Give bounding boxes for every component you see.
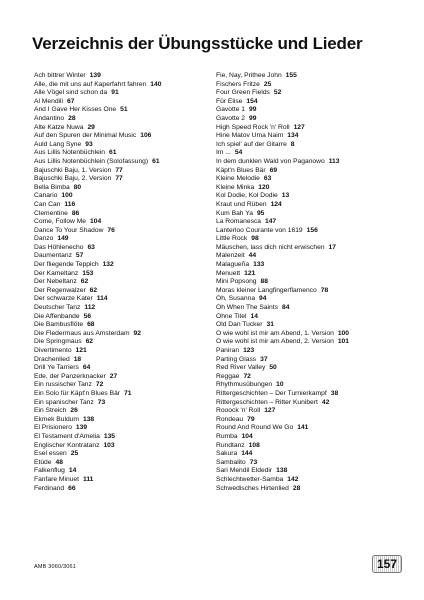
entry-title: Andantino — [34, 114, 65, 122]
entry-page-number: 154 — [246, 97, 258, 105]
index-column-right — [216, 72, 406, 493]
entry-page-number: 98 — [251, 235, 259, 243]
entry-page-number: 91 — [111, 89, 119, 97]
index-entry — [34, 424, 224, 433]
entry-title: Alle Vögel sind schon da — [34, 89, 108, 97]
index-entry — [216, 141, 406, 150]
entry-title: Ein spanischer Tanz — [34, 398, 94, 406]
entry-page-number: 61 — [109, 149, 117, 157]
entry-page-number: 141 — [297, 424, 309, 432]
entry-title: Mini Popsong — [216, 278, 257, 286]
entry-title: Malenzeit — [216, 252, 245, 260]
entry-page-number: 138 — [276, 467, 288, 475]
entry-page-number: 116 — [64, 200, 76, 208]
index-entry — [216, 416, 406, 425]
index-entry — [34, 218, 224, 227]
index-entry — [34, 295, 224, 304]
index-entry — [216, 106, 406, 115]
index-entry — [216, 313, 406, 322]
index-entry — [34, 167, 224, 176]
entry-title: Round And Round We Go — [216, 424, 294, 432]
entry-title: Reggae — [216, 372, 240, 380]
entry-title: Drill Ye Tarriers — [34, 364, 79, 372]
entry-page-number: 108 — [248, 441, 260, 449]
entry-page-number: 153 — [82, 269, 94, 277]
index-entry — [34, 175, 224, 184]
entry-page-number: 77 — [115, 166, 123, 174]
entry-title: Die Springmaus — [34, 338, 82, 346]
index-entry — [34, 141, 224, 150]
entry-page-number: 123 — [243, 347, 255, 354]
entry-page-number: 17 — [328, 243, 336, 251]
index-entry — [34, 132, 224, 141]
index-entry — [216, 124, 406, 133]
index-entry — [216, 132, 406, 141]
entry-title: Auld Lang Syne — [34, 140, 82, 148]
entry-title: Rooock 'n' Roll — [216, 407, 261, 415]
entry-page-number: 134 — [287, 132, 299, 140]
entry-title: Der Nebeltanz — [34, 278, 77, 286]
index-entry — [216, 278, 406, 287]
index-entry — [34, 381, 224, 390]
entry-page-number: 14 — [250, 312, 258, 320]
index-entry — [34, 467, 224, 476]
entry-title: Schwedisches Hirtenlied — [216, 484, 289, 492]
entry-title: Alte Katze Nuwa — [34, 123, 84, 131]
entry-title: Käpt'n Blues Bär — [216, 166, 266, 174]
entry-title: Clementine — [34, 209, 68, 217]
index-entry — [34, 252, 224, 261]
index-entry — [34, 201, 224, 210]
index-entry — [34, 149, 224, 158]
index-entry — [216, 295, 406, 304]
entry-page-number: 155 — [285, 72, 297, 79]
index-entry — [34, 321, 224, 330]
entry-page-number: 31 — [266, 321, 274, 329]
entry-title: Ein Solo für Käpt'n Blues Bär — [34, 389, 121, 397]
entry-title: Im ... — [216, 149, 231, 157]
index-entry — [216, 167, 406, 176]
entry-title: Paniran — [216, 347, 240, 354]
index-entry — [34, 124, 224, 133]
entry-page-number: 56 — [83, 312, 92, 320]
entry-page-number: 50 — [269, 364, 277, 372]
index-entry — [216, 210, 406, 219]
entry-page-number: 121 — [75, 347, 87, 354]
index-entry — [216, 158, 406, 167]
entry-page-number: 99 — [249, 106, 257, 114]
entry-page-number: 139 — [75, 424, 88, 432]
index-entry — [216, 467, 406, 476]
index-entry — [216, 218, 406, 227]
entry-page-number: 127 — [264, 407, 276, 415]
entry-title: Der Regenwalzer — [34, 286, 86, 294]
index-entry — [34, 235, 224, 244]
entry-title: Kol Dodie, Kol Dodie — [216, 192, 278, 200]
index-entry — [216, 81, 406, 90]
index-entry — [34, 313, 224, 322]
entry-page-number: 73 — [249, 458, 258, 466]
entry-page-number: 144 — [241, 450, 253, 458]
entry-title: O wie wohl ist mir am Abend, 1. Version — [216, 329, 334, 337]
entry-page-number: 112 — [84, 304, 96, 312]
index-entry — [34, 364, 224, 373]
index-entry — [216, 175, 406, 184]
entry-title: Sambalito — [216, 458, 246, 466]
entry-title: Drachenlied — [34, 355, 70, 363]
entry-title: Für Elise — [216, 97, 243, 105]
entry-page-number: 77 — [115, 175, 123, 183]
entry-title: Die Bambusflöte — [34, 321, 84, 329]
index-entry — [34, 72, 224, 81]
entry-page-number: 84 — [281, 304, 290, 312]
index-entry — [34, 287, 224, 296]
entry-title: In dem dunklen Wald von Paganowo — [216, 157, 325, 165]
index-entry — [34, 270, 224, 279]
page-number: 157 — [372, 555, 402, 573]
entry-title: Dance To Your Shadow — [34, 226, 104, 234]
entry-page-number: 86 — [71, 209, 80, 217]
index-entry — [34, 184, 224, 193]
entry-title: Oh When The Saints — [216, 304, 278, 312]
entry-title: Canario — [34, 192, 58, 200]
index-entry — [34, 158, 224, 167]
index-entry — [34, 330, 224, 339]
entry-title: Aus Lillis Notenbüchlein — [34, 149, 106, 157]
entry-page-number: 149 — [57, 235, 69, 243]
entry-title: Rondeau — [216, 415, 244, 423]
index-entry — [216, 235, 406, 244]
index-entry — [216, 261, 406, 270]
entry-title: Can Can — [34, 200, 61, 208]
entry-page-number: 140 — [150, 80, 162, 88]
index-entry — [216, 373, 406, 382]
entry-title: Kum Bah Ya — [216, 209, 253, 217]
entry-page-number: 25 — [70, 450, 79, 458]
entry-page-number: 92 — [133, 329, 141, 337]
entry-title: Malagueña — [216, 261, 250, 269]
entry-title: Die Affenbande — [34, 312, 80, 320]
index-entry — [216, 356, 406, 365]
index-entry — [216, 381, 406, 390]
index-entry — [34, 399, 224, 408]
entry-page-number: 76 — [107, 226, 115, 234]
entry-title: Parting Glass — [216, 355, 257, 363]
entry-page-number: 72 — [243, 372, 251, 380]
index-entry — [34, 476, 224, 485]
index-entry — [216, 149, 406, 158]
index-entry — [34, 390, 224, 399]
entry-title: Rittergeschichten – Der Turnierkampf — [216, 389, 327, 397]
entry-title: Bella Bimba — [34, 183, 70, 191]
entry-page-number: 54 — [234, 149, 243, 157]
entry-title: Lanterloo Courante von 1619 — [216, 226, 303, 234]
entry-page-number: 44 — [248, 252, 257, 260]
entry-title: Al Mendili — [34, 97, 63, 105]
index-entry — [34, 106, 224, 115]
entry-title: O wie wohl ist mir am Abend, 2. Version — [216, 338, 334, 346]
entry-page-number: 100 — [337, 329, 349, 337]
entry-page-number: 135 — [103, 432, 116, 440]
entry-page-number: 99 — [249, 114, 257, 122]
entry-title: La Romanesca — [216, 218, 261, 226]
index-entry — [34, 416, 224, 425]
index-entry — [216, 476, 406, 485]
entry-page-number: 28 — [292, 484, 301, 492]
entry-page-number: 106 — [140, 132, 152, 140]
entry-page-number: 68 — [87, 321, 95, 329]
index-entry — [34, 81, 224, 90]
entry-page-number: 104 — [90, 218, 102, 226]
entry-title: Deutscher Tanz — [34, 304, 81, 312]
entry-title: Ich spiel' auf der Gitarre — [216, 140, 287, 148]
entry-page-number: 8 — [290, 140, 295, 148]
index-entry — [34, 244, 224, 253]
index-entry — [216, 201, 406, 210]
entry-page-number: 37 — [260, 355, 268, 363]
index-entry — [216, 459, 406, 468]
index-entry — [34, 304, 224, 313]
entry-title: Mäuschen, lass dich nicht erwischen — [216, 243, 325, 251]
index-entry — [34, 433, 224, 442]
entry-title: Gavotte 1 — [216, 106, 245, 114]
entry-title: Daumentanz — [34, 252, 72, 260]
index-entry — [216, 364, 406, 373]
entry-page-number: 103 — [103, 441, 115, 449]
publication-code: AMB 3060/3061 — [34, 564, 77, 570]
index-entry — [216, 115, 406, 124]
index-entry — [34, 442, 224, 451]
entry-page-number: 62 — [89, 286, 98, 294]
index-entry — [216, 89, 406, 98]
entry-title: Ein Streich — [34, 407, 67, 415]
entry-page-number: 48 — [55, 458, 63, 466]
entry-page-number: 52 — [273, 89, 282, 97]
entry-page-number: 133 — [253, 261, 265, 269]
index-entry — [34, 261, 224, 270]
entry-title: Old Dan Tucker — [216, 321, 263, 329]
entry-title: Ohne Titel — [216, 312, 247, 320]
entry-page-number: 27 — [109, 372, 118, 380]
entry-title: Rumba — [216, 432, 238, 440]
entry-title: Sari Mendil Eldedir — [216, 467, 273, 475]
index-entry — [34, 459, 224, 468]
index-column-left — [34, 72, 224, 493]
entry-page-number: 61 — [152, 157, 160, 165]
entry-page-number: 101 — [337, 338, 349, 346]
entry-page-number: 14 — [68, 467, 77, 475]
entry-page-number: 38 — [330, 389, 339, 397]
entry-title: And I Gave Her Kisses One — [34, 106, 117, 114]
entry-title: Oh, Susanna — [216, 295, 256, 303]
index-entry — [34, 338, 224, 347]
index-entry — [34, 407, 224, 416]
index-entry — [216, 338, 406, 347]
index-entry — [216, 287, 406, 296]
entry-page-number: 113 — [328, 157, 340, 165]
entry-page-number: 62 — [80, 278, 89, 286]
entry-page-number: 142 — [287, 475, 299, 483]
entry-title: Moras kleiner Langfingerflamenco — [216, 286, 317, 294]
entry-page-number: 71 — [124, 389, 132, 397]
entry-title: Bajuschki Baju, 1. Version — [34, 166, 112, 174]
index-entry — [216, 399, 406, 408]
index-entry — [216, 72, 406, 81]
entry-title: Esel essen — [34, 450, 67, 458]
index-entry — [34, 210, 224, 219]
entry-page-number: 138 — [82, 415, 95, 423]
entry-title: Falkenflug — [34, 467, 65, 475]
entry-page-number: 51 — [120, 106, 128, 114]
entry-page-number: 95 — [256, 209, 265, 217]
entry-page-number: 78 — [320, 286, 329, 294]
entry-title: Fie, Nay, Prithee John — [216, 72, 282, 79]
index-entry — [216, 424, 406, 433]
entry-title: Ede, der Panzerknacker — [34, 372, 106, 380]
entry-page-number: 57 — [75, 252, 84, 260]
entry-page-number: 94 — [259, 295, 267, 303]
entry-title: Kraut und Rüben — [216, 200, 267, 208]
entry-title: Kleine Melodie — [216, 175, 260, 183]
entry-page-number: 147 — [264, 218, 277, 226]
index-entry — [34, 98, 224, 107]
index-entry — [216, 98, 406, 107]
entry-page-number: 64 — [82, 364, 91, 372]
entry-page-number: 29 — [87, 123, 95, 131]
entry-title: Kleine Minka — [216, 183, 255, 191]
entry-page-number: 28 — [68, 114, 76, 122]
entry-title: Red River Valley — [216, 364, 266, 372]
entry-page-number: 127 — [293, 123, 305, 131]
index-entry — [34, 192, 224, 201]
entry-page-number: 18 — [73, 355, 82, 363]
entry-title: Rittergeschichten – Ritter Kunibert — [216, 398, 318, 406]
entry-title: Gavotte 2 — [216, 114, 245, 122]
index-entry — [216, 450, 406, 459]
entry-title: Der fliegende Teppich — [34, 261, 99, 269]
entry-page-number: 111 — [82, 475, 94, 483]
index-entry — [34, 356, 224, 365]
index-entry — [34, 347, 224, 356]
entry-page-number: 93 — [85, 140, 93, 148]
entry-page-number: 114 — [96, 295, 108, 303]
index-entry — [34, 115, 224, 124]
entry-page-number: 72 — [95, 381, 104, 389]
index-entry — [34, 227, 224, 236]
index-entry — [34, 278, 224, 287]
page-title: Verzeichnis der Übungsstücke und Lieder — [32, 34, 363, 53]
entry-title: Alle, die mit uns auf Kaperfahrt fahren — [34, 80, 147, 88]
entry-page-number: 120 — [258, 183, 270, 191]
entry-title: Rhythmusübungen — [216, 381, 273, 389]
entry-page-number: 80 — [73, 183, 82, 191]
entry-title: Hine Matov Uma Naim — [216, 132, 284, 140]
entry-title: Ach bittrer Winter — [34, 72, 86, 79]
index-entry — [34, 373, 224, 382]
index-entry — [216, 252, 406, 261]
entry-title: Rundtanz — [216, 441, 245, 449]
index-entry — [34, 89, 224, 98]
entry-page-number: 62 — [85, 338, 94, 346]
entry-title: El Prisionero — [34, 424, 72, 432]
entry-page-number: 67 — [67, 97, 75, 105]
entry-page-number: 88 — [260, 278, 268, 286]
index-entry — [216, 485, 406, 494]
entry-title: Menuett — [216, 269, 241, 277]
index-entry — [34, 450, 224, 459]
entry-page-number: 63 — [263, 175, 272, 183]
entry-title: Sakura — [216, 450, 238, 458]
entry-title: Der Kameltanz — [34, 269, 79, 277]
index-entry — [34, 485, 224, 494]
index-entry — [216, 407, 406, 416]
entry-page-number: 79 — [247, 415, 255, 423]
entry-page-number: 10 — [276, 381, 284, 389]
entry-title: Die Fledermaus aus Amsterdam — [34, 329, 130, 337]
entry-page-number: 73 — [97, 398, 106, 406]
entry-title: Four Green Fields — [216, 89, 270, 97]
entry-page-number: 69 — [269, 166, 278, 174]
entry-title: Fanfare Minuet — [34, 475, 79, 483]
index-entry — [216, 270, 406, 279]
entry-page-number: 25 — [263, 80, 272, 88]
index-entry — [216, 347, 406, 356]
entry-title: Englischer Kontratanz — [34, 441, 100, 449]
entry-title: Little Rock — [216, 235, 248, 243]
entry-page-number: 66 — [68, 484, 76, 492]
entry-title: Aus Lillis Notenbüchlein (Solofassung) — [34, 157, 149, 165]
entry-title: Fischers Fritze — [216, 80, 260, 88]
entry-title: Schlechtwetter-Samba — [216, 475, 284, 483]
index-entry — [216, 184, 406, 193]
entry-page-number: 100 — [61, 192, 73, 200]
entry-title: Divertimento — [34, 347, 72, 354]
entry-title: Come, Follow Me — [34, 218, 87, 226]
index-entry — [216, 433, 406, 442]
index-entry — [216, 442, 406, 451]
entry-title: Ekmek Buldum — [34, 415, 79, 423]
entry-page-number: 104 — [241, 432, 253, 440]
index-entry — [216, 304, 406, 313]
index-entry — [216, 227, 406, 236]
entry-title: Ein russischer Tanz — [34, 381, 92, 389]
entry-page-number: 132 — [102, 261, 114, 269]
entry-title: Etüde — [34, 458, 52, 466]
index-entry — [216, 390, 406, 399]
entry-title: Ferdinand — [34, 484, 65, 492]
entry-page-number: 121 — [244, 269, 256, 277]
index-entry — [216, 192, 406, 201]
entry-page-number: 13 — [281, 192, 290, 200]
entry-page-number: 26 — [70, 407, 78, 415]
index-entry — [216, 321, 406, 330]
entry-page-number: 124 — [270, 200, 282, 208]
entry-page-number: 42 — [321, 398, 330, 406]
entry-title: Der schwarze Kater — [34, 295, 93, 303]
entry-title: High Speed Rock 'n' Roll — [216, 123, 290, 131]
entry-page-number: 63 — [87, 243, 95, 251]
entry-title: Auf den Spuren der Minimal Music — [34, 132, 137, 140]
entry-title: El Testament d'Amelia — [34, 432, 100, 440]
entry-title: Das Höhlenecho — [34, 243, 84, 251]
entry-page-number: 139 — [89, 72, 101, 79]
entry-page-number: 156 — [306, 226, 318, 234]
entry-title: Bajuschki Baju, 2. Version — [34, 175, 112, 183]
index-entry — [216, 244, 406, 253]
entry-title: Danzo — [34, 235, 54, 243]
index-entry — [216, 330, 406, 339]
